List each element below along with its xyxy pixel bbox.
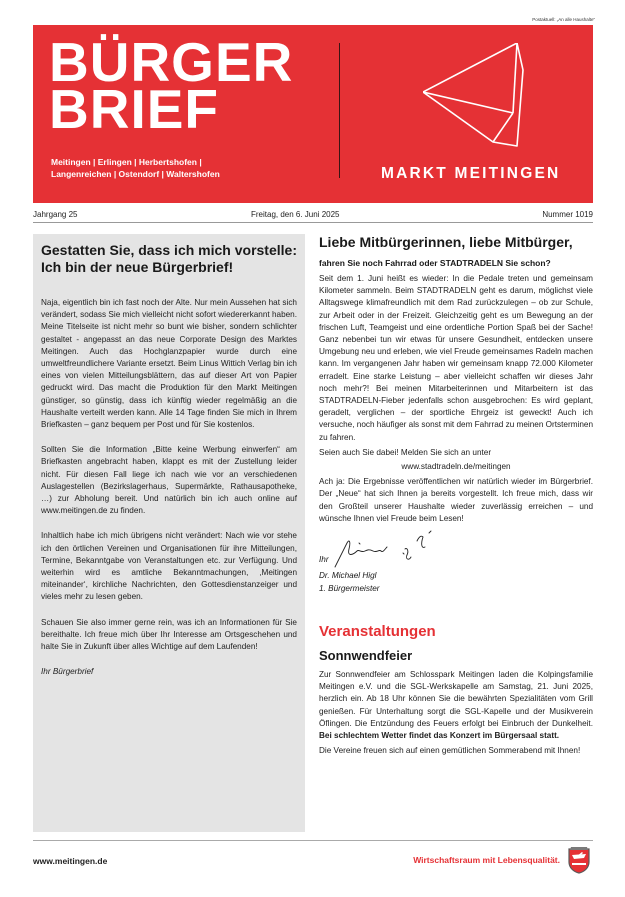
letter-subheading: fahren Sie noch Fahrrad oder STADTRADELN Sie schon? [319,258,551,268]
event-closing: Die Vereine freuen sich auf einen gemütlichen Sommerabend mit Ihnen! [319,746,581,756]
letter-paragraph: Seit dem 1. Juni heißt es wieder: In die Pedale treten und gemeinsam Kilometer sammeln. Beim STADTRADELN geht es darum, möglichst viele Alltagswege klimafreundlich mit dem Rad zurückzulegen – ob zur Schule, zur Arbeit oder in der Freizeit. Gleichzeitig geht es um Bewegung an der frischen Luft, Teamgeist und eine ordentliche Portion Spaß bei der Sache! Ganz nebenbei tun wir etwas für unsere Gesundheit, entdecken unsere Umgebung neu und erleben, wie viel Freude gemeinsames Radeln machen kann. Im vergangenen Jahr haben wir gemeinsam knapp 72.000 Kilometer erradelt. Eine starke Leistung – aber vielleicht schaffen wir dieses Jahr noch mehr?! Bei meinen Mitarbeiterinnen und Mitarbeitern ist das STADTRADELN-Fieber jedenfalls schon ausgebrochen: Es wird geplant, geradelt, verglichen – der sportliche Ehrgeiz ist geweckt! Auch ich versuche, noch häufiger als sonst mit dem Fahrrad zu meinen Ortsterminen zu fahren. [319,274,593,442]
villages-line-2: Langenreichen | Ostendorf | Waltershofen [51,169,220,179]
issue-infobar [33,208,593,222]
event-body-text: Zur Sonnwendfeier am Schlosspark Meitingen laden die Kolpingsfamilie Meitingen e.V. und die SGL-Werkskapelle am Samstag, 21. Juni 2025, herzlich ein. Ab 18 Uhr können Sie die bewährten Spezialitäten vom Grill genießen. Für Unterhaltung sorgt die SGL-Kapelle und der Musikverein Öflingen. Die Entzündung des Feuers erfolgt bei Einbruch der Dunkelheit. [319,670,593,728]
events-section-title: Veranstaltungen [319,623,436,641]
postal-note: Postaktuell: „An alle Haushalte“ [532,17,595,22]
event-body [319,669,593,742]
signature-block [319,527,593,569]
letter-heading: Liebe Mitbürgerinnen, liebe Mitbürger, [319,234,573,250]
masthead [33,25,593,203]
stadtradeln-link[interactable]: www.stadtradeln.de/meitingen [401,462,511,472]
intro-paragraph: Inhaltlich habe ich mich übrigens nicht verändert: Nach wie vor stehe ich den örtlichen Vereinen und Organisationen für ihre Mitteilungen, Termine, Bekanntgabe von Veranstaltungen etc. zur Verfügung. Und weiterhin wird es amtliche Bekanntmachungen, ‚Meitingen miteinander‘, kirchliche Nachrichten, den Gottesdienstanzeiger und vieles mehr zu lesen geben. [41,531,297,602]
volume-label: Jahrgang 25 [33,210,78,219]
event-body-bold: Bei schlechtem Wetter findet das Konzert im Bürgersaal statt. [319,731,560,741]
intro-signoff: Ihr Bürgerbrief [41,667,94,677]
issue-number: Nummer 1019 [542,210,593,219]
signer-name: Dr. Michael Higl [319,571,377,581]
intro-heading [41,242,297,276]
signature-icon [333,529,453,569]
market-name: MARKT MEITINGEN [381,165,561,182]
sign-ihr: Ihr [319,555,329,565]
event-title: Sonnwendfeier [319,648,413,664]
letter-paragraph: Ach ja: Die Ergebnisse veröffentlichen wir natürlich wieder im Bürgerbrief. Der „Neue“ hat sich Ihnen ja bereits vorgestellt. Ich freue mich, dass wir den Großteil unserer Haushalte wieder zuverlässig erreichen – und wünsche Ihnen viel Freude beim Lesen! [319,477,593,523]
mayor-letter [319,234,593,757]
footer-slogan: Wirtschaftsraum mit Lebensqualität. [413,855,560,865]
title-line-1: BÜRGER [49,31,294,93]
issue-date: Freitag, den 6. Juni 2025 [251,210,340,219]
coat-of-arms-icon [567,846,591,874]
title-line-2: BRIEF [49,78,219,140]
intro-box [33,234,305,832]
header-rule [33,222,593,223]
signer-title: 1. Bürgermeister [319,584,380,594]
letter-paragraph: Seien auch Sie dabei! Melden Sie sich an unter [319,447,492,457]
intro-paragraph: Naja, eigentlich bin ich fast noch der Alte. Nur mein Aussehen hat sich verändert, sodass Sie mich vielleicht nicht sofort wiedererkannt haben. Meine Titelseite ist nicht mehr so bunt wie bisher, sondern schlichter gestaltet - angepasst an das neue Corporate Design des Marktes Meitingen. Auch das Hochglanzpapier wurde durch eine umweltfreundlichere Variante ersetzt. Beim Linus Wittich Verlag bin ich eines von vielen Mitteilungsblättern, das auf dieser Art von Papier gedruckt wird. Das macht die Produktion für den Markt Meitingen günstiger, so günstig, dass ich künftig wieder regelmäßig an die Haushalte verteilt werden kann. Alle 14 Tage finden Sie mich in Ihrem Briefkasten – ganz bequem per Post und für Sie kostenlos. [41,298,297,430]
villages-list [51,156,220,180]
intro-heading-line-2: Ich bin der neue Bürgerbrief! [41,259,234,275]
market-logo-icon [423,43,533,153]
masthead-divider [339,43,340,178]
intro-paragraph: Schauen Sie also immer gerne rein, was ich an Informationen für Sie bereithalte. Ich freue mich über Ihr Interesse am Ortsgeschehen und halte Sie in Zukunft über alles Wichtige auf dem Laufenden! [41,617,297,652]
intro-paragraph: Sollten Sie die Information „Bitte keine Werbung einwerfen“ am Briefkasten angebracht haben, klappt es mit der Zustellung leider nicht. Für diesen Fall liege ich nach wie vor an verschiedenen Auslagestellen (Bezirkslagerhaus, Supermärkte, Rathausapotheke, …) zur Abholung bereit. Und natürlich bin ich auch online auf www.meitingen.de zu finden. [41,445,297,516]
newsletter-title [49,31,294,140]
footer-url-link[interactable]: www.meitingen.de [33,856,108,866]
footer-rule [33,840,593,841]
intro-heading-line-1: Gestatten Sie, dass ich mich vorstelle: [41,242,297,258]
villages-line-1: Meitingen | Erlingen | Herbertshofen | [51,157,202,167]
